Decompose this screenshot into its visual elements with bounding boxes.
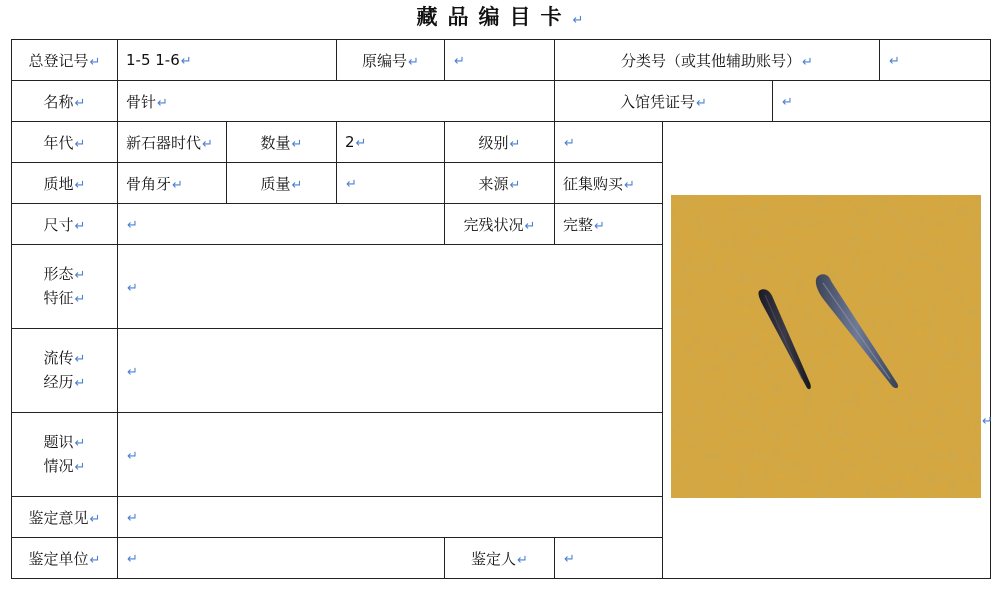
return-mark-icon: ↵ — [127, 448, 138, 464]
return-mark-icon: ↵ — [127, 511, 138, 526]
size-label-cell: 尺寸↵ — [12, 204, 118, 245]
object-photo — [671, 195, 981, 498]
source-label-cell: 来源↵ — [445, 163, 555, 204]
photo-background — [671, 195, 981, 498]
form-value-cell[interactable] — [118, 245, 663, 329]
weight-label-cell: 质量↵ — [227, 163, 337, 204]
return-mark-icon: ↵ — [89, 54, 101, 70]
condition-label-cell: 完残状况↵ — [445, 204, 555, 245]
return-mark-icon: ↵ — [517, 552, 528, 568]
row-name — [12, 81, 991, 122]
row-registration — [12, 40, 991, 81]
category-no-label-cell: 分类号（或其他辅助账号）↵ — [555, 40, 880, 81]
category-no-value-cell[interactable] — [880, 40, 991, 81]
appraisal-opinion-label-cell: 鉴定意见↵ — [12, 497, 118, 538]
inscription-label-cell: 题识↵ 情况↵ — [12, 413, 118, 497]
material-label-cell: 质地↵ — [12, 163, 118, 204]
return-mark-icon: ↵ — [982, 414, 993, 429]
history-label-cell: 流传↵ 经历↵ — [12, 329, 118, 413]
photo-cell — [663, 122, 991, 579]
orig-no-value-cell[interactable] — [445, 40, 555, 81]
quantity-value-cell[interactable]: 2↵ — [337, 122, 445, 163]
weight-value-cell[interactable] — [337, 163, 445, 204]
name-label-cell: 名称↵ — [12, 81, 118, 122]
return-mark-icon: ↵ — [572, 13, 584, 28]
return-mark-icon: ↵ — [594, 218, 605, 234]
row-era — [12, 122, 991, 163]
return-mark-icon: ↵ — [74, 291, 86, 307]
appraisal-unit-label-cell: 鉴定单位↵ — [12, 538, 118, 579]
return-mark-icon: ↵ — [564, 136, 575, 151]
condition-value-cell[interactable]: 完整↵ — [555, 204, 663, 245]
return-mark-icon: ↵ — [74, 218, 86, 234]
card-title — [0, 2, 1000, 36]
return-mark-icon: ↵ — [509, 136, 521, 152]
return-mark-icon: ↵ — [782, 95, 793, 110]
return-mark-icon: ↵ — [408, 54, 419, 70]
return-mark-icon: ↵ — [291, 177, 303, 193]
return-mark-icon: ↵ — [564, 552, 575, 567]
return-mark-icon: ↵ — [89, 552, 101, 568]
return-mark-icon: ↵ — [346, 177, 357, 192]
era-label-cell: 年代↵ — [12, 122, 118, 163]
size-value-cell[interactable] — [118, 204, 445, 245]
total-reg-no-value-cell[interactable]: 1-5 1-6↵ — [118, 40, 337, 81]
voucher-label-cell: 入馆凭证号↵ — [555, 81, 773, 122]
return-mark-icon: ↵ — [89, 511, 101, 527]
source-value-cell[interactable]: 征集购买↵ — [555, 163, 663, 204]
return-mark-icon: ↵ — [74, 95, 86, 111]
appraisal-unit-value-cell[interactable] — [118, 538, 445, 579]
bone-needles-photo — [671, 195, 981, 498]
return-mark-icon: ↵ — [127, 364, 138, 380]
return-mark-icon: ↵ — [74, 435, 86, 451]
return-mark-icon: ↵ — [127, 552, 138, 567]
return-mark-icon: ↵ — [696, 95, 707, 111]
return-mark-icon: ↵ — [127, 280, 138, 296]
return-mark-icon: ↵ — [355, 136, 367, 151]
return-mark-icon: ↵ — [74, 177, 86, 193]
material-value-cell[interactable]: 骨角牙↵ — [118, 163, 227, 204]
return-mark-icon: ↵ — [74, 375, 86, 391]
appraiser-value-cell[interactable] — [555, 538, 663, 579]
appraisal-opinion-value-cell[interactable] — [118, 497, 663, 538]
return-mark-icon: ↵ — [74, 459, 86, 475]
grade-value-cell[interactable] — [555, 122, 663, 163]
name-value-cell[interactable]: 骨针↵ — [118, 81, 555, 122]
return-mark-icon: ↵ — [172, 177, 183, 193]
history-value-cell[interactable] — [118, 329, 663, 413]
return-mark-icon: ↵ — [291, 136, 303, 152]
form-label-cell: 形态↵ 特征↵ — [12, 245, 118, 329]
catalog-card-table — [11, 39, 991, 579]
return-mark-icon: ↵ — [74, 136, 86, 152]
return-mark-icon: ↵ — [524, 218, 536, 234]
return-mark-icon: ↵ — [127, 218, 138, 233]
return-mark-icon: ↵ — [74, 267, 86, 283]
total-reg-no-label-cell: 总登记号↵ — [12, 40, 118, 81]
return-mark-icon: ↵ — [157, 95, 168, 111]
return-mark-icon: ↵ — [509, 177, 521, 193]
return-mark-icon: ↵ — [889, 54, 900, 69]
return-mark-icon: ↵ — [74, 351, 86, 367]
return-mark-icon: ↵ — [202, 136, 213, 152]
inscription-value-cell[interactable] — [118, 413, 663, 497]
voucher-value-cell[interactable] — [773, 81, 991, 122]
grade-label-cell: 级别↵ — [445, 122, 555, 163]
quantity-label-cell: 数量↵ — [227, 122, 337, 163]
appraiser-label-cell: 鉴定人↵ — [445, 538, 555, 579]
return-mark-icon: ↵ — [624, 177, 635, 193]
orig-no-label-cell: 原编号↵ — [337, 40, 445, 81]
return-mark-icon: ↵ — [802, 54, 813, 70]
return-mark-icon: ↵ — [454, 54, 465, 69]
return-mark-icon: ↵ — [180, 54, 192, 69]
era-value-cell[interactable]: 新石器时代↵ — [118, 122, 227, 163]
title-text: 藏品编目卡 — [416, 4, 572, 29]
